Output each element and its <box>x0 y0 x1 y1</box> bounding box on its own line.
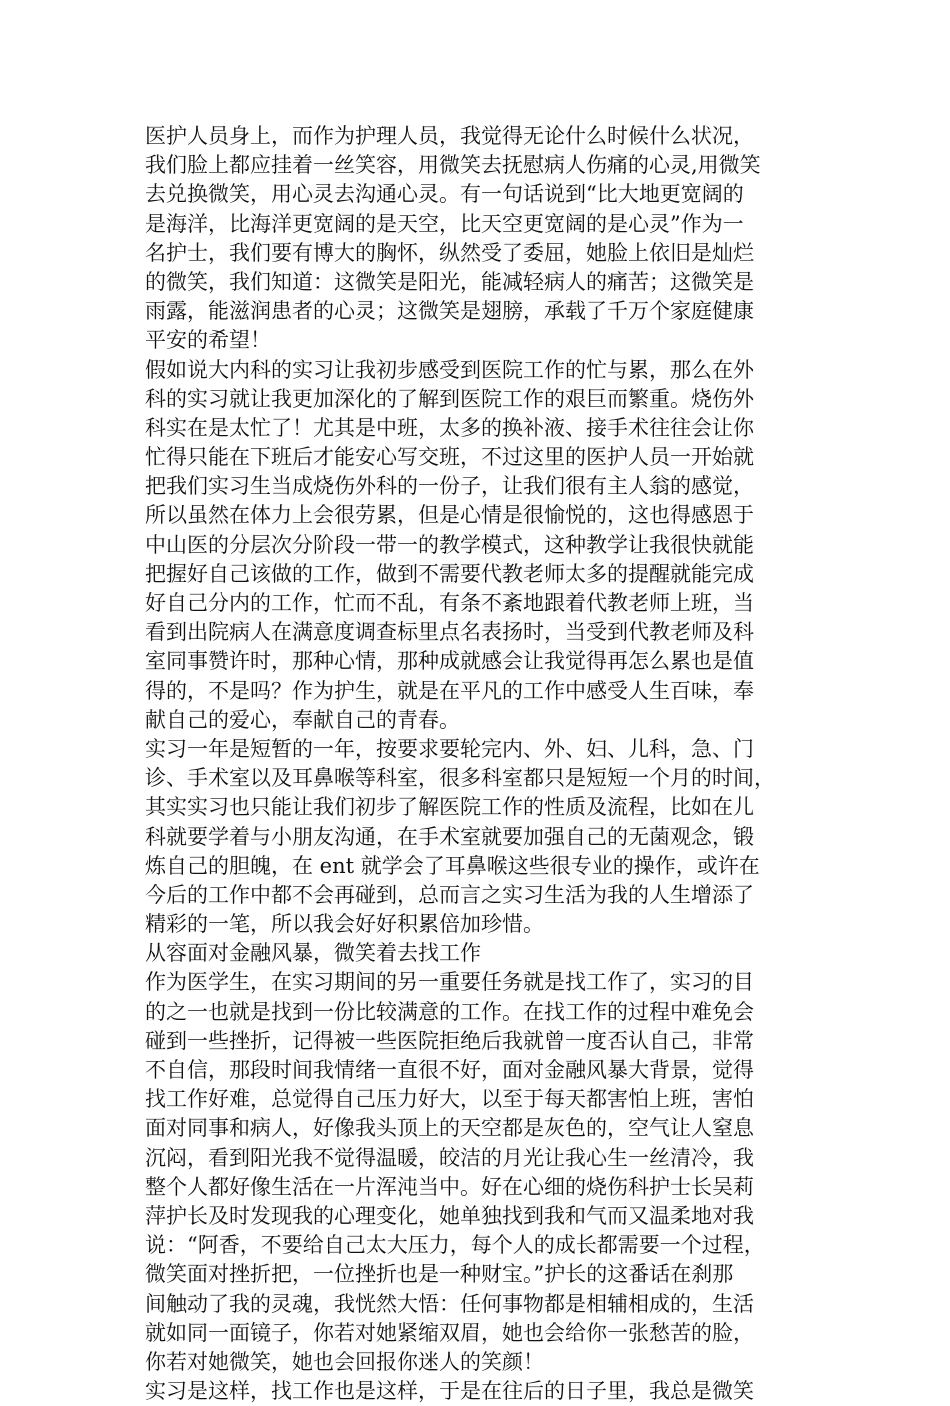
text-line: 把握好自己该做的工作，做到不需要代教老师太多的提醒就能完成 <box>145 561 754 586</box>
text-line: 微笑面对挫折把，一位挫折也是一种财宝。”护长的这番话在刹那 <box>145 1262 734 1287</box>
text-line: 献自己的爱心，奉献自己的青春。 <box>145 707 460 732</box>
text-line: 平安的希望！ <box>145 328 271 353</box>
text-line: 看到出院病人在满意度调查标里点名表扬时，当受到代教老师及科 <box>145 620 754 645</box>
text-line: 的之一也就是找到一份比较满意的工作。在找工作的过程中难免会 <box>145 999 754 1024</box>
text-line: 我们脸上都应挂着一丝笑容，用微笑去抚慰病人伤痛的心灵,用微笑 <box>145 153 761 178</box>
text-line: 实习是这样，找工作也是这样，于是在往后的日子里，我总是微笑 <box>145 1379 754 1404</box>
text-line: 碰到一些挫折，记得被一些医院拒绝后我就曾一度否认自己，非常 <box>145 1028 754 1053</box>
text-line: 忙得只能在下班后才能安心写交班，不过这里的医护人员一开始就 <box>145 445 754 470</box>
text-line: 室同事赞许时，那种心情，那种成就感会让我觉得再怎么累也是值 <box>145 649 754 674</box>
text-line: 萍护长及时发现我的心理变化，她单独找到我和气而又温柔地对我 <box>145 1203 754 1228</box>
document-text <box>145 122 809 1406</box>
text-line: 中山医的分层次分阶段一带一的教学模式，这种教学让我很快就能 <box>145 532 754 557</box>
text-line: 名护士，我们要有博大的胸怀，纵然受了委屈，她脸上依旧是灿烂 <box>145 240 754 265</box>
text-line: 所以虽然在体力上会很劳累，但是心情是很愉悦的，这也得感恩于 <box>145 503 754 528</box>
text-line: 整个人都好像生活在一片浑沌当中。好在心细的烧伤科护士长吴莉 <box>145 1174 754 1199</box>
text-line: 好自己分内的工作，忙而不乱，有条不紊地跟着代教老师上班，当 <box>145 591 754 615</box>
text-line: 不自信，那段时间我情绪一直很不好，面对金融风暴大背景，觉得 <box>145 1058 754 1082</box>
text-line: 把我们实习生当成烧伤外科的一份子，让我们很有主人翁的感觉， <box>145 474 754 499</box>
section-heading: 从容面对金融风暴，微笑着去找工作 <box>145 941 481 966</box>
text-line: 去兑换微笑，用心灵去沟通心灵。有一句话说到“比大地更宽阔的 <box>145 182 744 207</box>
text-line: 说：“阿香，不要给自己太大压力，每个人的成长都需要一个过程， <box>145 1233 765 1258</box>
text-line: 诊、手术室以及耳鼻喉等科室，很多科室都只是短短一个月的时间， <box>145 766 775 791</box>
text-line: 炼自己的胆魄，在 ent 就学会了耳鼻喉这些很专业的操作，或许在 <box>145 853 760 878</box>
text-line: 的微笑，我们知道：这微笑是阳光，能减轻病人的痛苦；这微笑是 <box>145 269 754 294</box>
text-line: 科的实习就让我更加深化的了解到医院工作的艰巨而繁重。烧伤外 <box>145 386 754 411</box>
text-line: 雨露，能滋润患者的心灵；这微笑是翅膀，承载了千万个家庭健康 <box>145 299 754 324</box>
text-line: 作为医学生，在实习期间的另一重要任务就是找工作了，实习的目 <box>145 970 754 995</box>
text-line: 假如说大内科的实习让我初步感受到医院工作的忙与累，那么在外 <box>145 357 754 382</box>
text-line: 实习一年是短暂的一年，按要求要轮完内、外、妇、儿科，急、门 <box>145 736 754 761</box>
text-line: 就如同一面镜子，你若对她紧缩双眉，她也会给你一张愁苦的脸， <box>145 1320 754 1345</box>
text-line: 你若对她微笑，她也会回报你迷人的笑颜！ <box>145 1349 544 1374</box>
text-line: 其实实习也只能让我们初步了解医院工作的性质及流程，比如在儿 <box>145 795 754 820</box>
text-line: 精彩的一笔，所以我会好好积累倍加珍惜。 <box>145 912 544 937</box>
text-line: 是海洋，比海洋更宽阔的是天空，比天空更宽阔的是心灵”作为一 <box>145 211 744 236</box>
text-line: 找工作好难，总觉得自己压力好大，以至于每天都害怕上班，害怕 <box>145 1087 754 1112</box>
text-line: 间触动了我的灵魂，我恍然大悟：任何事物都是相辅相成的，生活 <box>145 1291 754 1316</box>
text-line: 科实在是太忙了！尤其是中班，太多的换补液、接手术往往会让你 <box>145 415 754 440</box>
text-line: 科就要学着与小朋友沟通，在手术室就要加强自己的无菌观念，锻 <box>145 824 754 849</box>
text-line: 沉闷，看到阳光我不觉得温暖，皎洁的月光让我心生一丝清冷，我 <box>145 1145 754 1170</box>
text-line: 得的，不是吗？作为护生，就是在平凡的工作中感受人生百味，奉 <box>145 678 754 703</box>
text-line: 面对同事和病人，好像我头顶上的天空都是灰色的，空气让人窒息 <box>145 1116 754 1141</box>
text-line: 今后的工作中都不会再碰到，总而言之实习生活为我的人生增添了 <box>145 882 754 907</box>
text-line: 医护人员身上，而作为护理人员，我觉得无论什么时候什么状况， <box>145 124 754 148</box>
